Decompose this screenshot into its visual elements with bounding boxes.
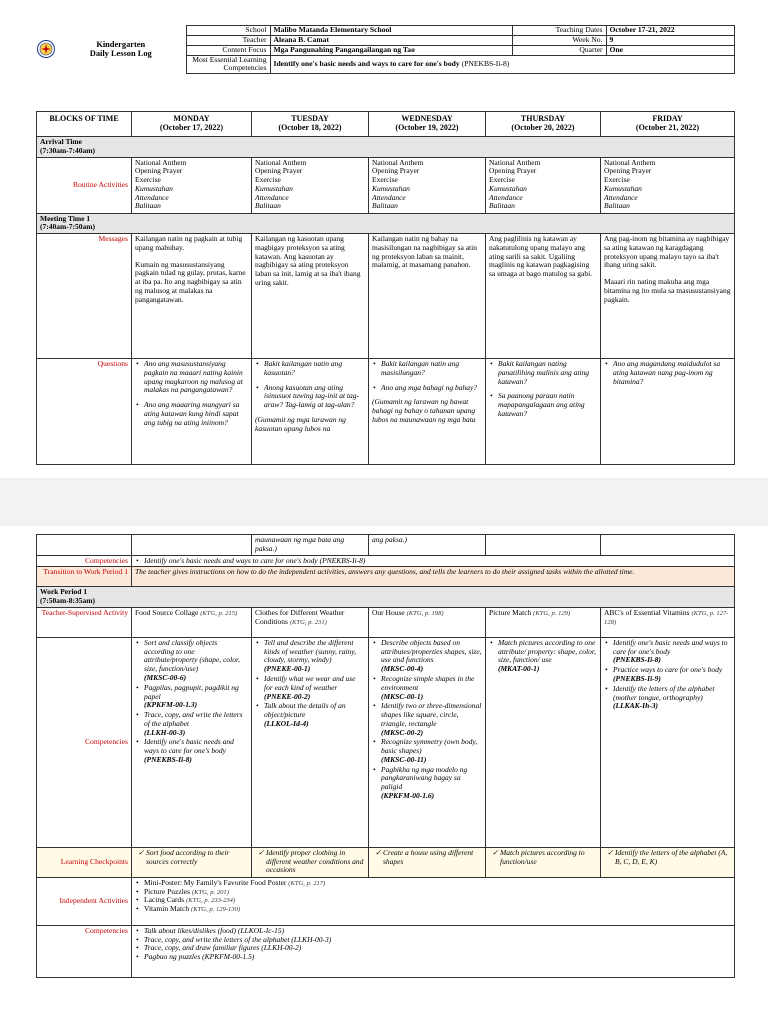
routine-cell [486,157,601,213]
competency-item [264,702,365,728]
checkpoint-item: ✓ Sort food according to their sources correctly [146,849,248,867]
routine-cell [252,157,369,213]
activity-cell [486,607,601,637]
routine-item: Opening Prayer [604,166,652,176]
independent-competency-item: • Pagbuo ng puzzles (KPKFM-00-1.5) [144,953,731,962]
header-table [36,25,735,74]
independent-competency-list [135,927,731,962]
question-item: • Bakit kailangan natin ang masisilungan? [381,360,482,378]
teacher-label: Teacher [186,36,270,46]
routine-item: Exercise [604,175,630,185]
independent-activities-row [37,877,735,925]
activity-ref: (KTG, p. 127-128) [604,609,729,626]
teaching-dates-label: Teaching Dates [512,26,606,36]
competency-item: • Identify one's basic needs and ways to care for one's body (PNEKBS-Ii-8) [144,557,731,566]
message-paragraph: Kailangan natin ng pagkain at tubig upang mabuhay. [135,234,243,252]
blocks-of-time-header: BLOCKS OF TIME [37,112,132,137]
routine-item: Balitaan [255,201,281,211]
activity-ref: (KTG, p. 215) [200,609,238,617]
competency-text: • Pagpilas, pagpupit, pagdikit ng papel [144,682,239,701]
competency-item [613,639,731,665]
independent-ref: (KTG, p. 129-130) [191,906,241,914]
competency-item [144,738,248,764]
independent-item [144,888,731,897]
competency-code: (MKAT-00-1) [498,664,540,674]
question-item: • Sa paanong paraan natin mapapangalagaan ang ating katawan? [498,392,597,418]
competency-item [381,675,482,701]
question-item: • Ano ang mga bahagi ng bahay? [381,384,482,393]
message-cell [369,234,486,359]
checkpoint-cell [132,847,252,877]
competency-code: (LLKH-00-3) [144,727,186,737]
continued-note-tuesday: maunawaan ng mga bata ang paksa.) [252,535,369,556]
checkpoint-cell [486,847,601,877]
checkpoint-list [135,849,248,867]
independent-title: Mini-Poster: My Family's Favorite Food Poster [144,877,287,887]
checkpoint-list [255,849,365,875]
question-list [135,360,248,427]
routine-item: Opening Prayer [372,166,420,176]
routine-item: Exercise [255,175,281,185]
activity-title: Our House [372,607,405,617]
independent-competencies-cell [132,925,735,977]
questions-cell [601,359,735,465]
school-value: Malibo Matanda Elementary School [270,26,512,36]
message-paragraph: Maaari rin nating makuha ang mga bitamina ng ito mula sa masusustansiyang pagkain. [604,277,731,304]
question-item: • Bakit kailangan natin ang kasuotan? [264,360,365,378]
competency-text: • Match pictures according to one attribute/ property: shape, color, size, function/ use [498,637,596,665]
activity-ref: (KTG, p. 231) [289,618,327,626]
checkpoint-cell [601,847,735,877]
competency-text: • Identify two or three-dimensional shapes like square, circle, triangle, rectangle [381,701,482,728]
routine-item: Kumustahan [489,183,527,193]
routine-item: Exercise [372,175,398,185]
competency-code: (LLKOL-Id-4) [264,718,309,728]
checkpoint-item: ✓ Identify the letters of the alphabet (A, B, C, D, E, K) [615,849,731,867]
competency-text: • Tell and describe the different kinds of weather (sunny, rainy, cloudy, stormy, windy) [264,637,357,665]
competency-text: • Describe objects based on attributes/properties shapes, size, use and functions [381,637,482,665]
message-cell [486,234,601,359]
competency-code: (LLKAK-Ih-3) [613,701,658,711]
message-paragraph: Kailangan ng kasuotan upang magbigay proteksyon sa ating katawan. Ang kasuotan ay nagbibigay sa ating proteksyon laban sa init, lamig at sa iba't ibang uring sakit. [255,234,361,287]
checkpoint-item: ✓ Match pictures according to function/use [500,849,597,867]
day-header-monday: MONDAY (October 17, 2022) [132,112,252,137]
melc-code: (PNEKBS-Ii-8) [461,58,510,68]
question-item: • Ano ang masusustansiyang pagkain na maaari nating kainin upang magkaroon ng malusog at malakas na pangangatawan? [144,360,248,395]
melc-value: Identify one's basic needs and ways to care for one's body [273,58,460,68]
routine-item: National Anthem [489,157,541,167]
transition-text: The teacher gives instructions on how to do the independent activities, answers any questions, and tells the learners to do their assigned tasks within the allotted time. [132,567,735,587]
independent-ref: (KTG, p. 217) [288,879,326,887]
independent-list [135,879,731,914]
schedule-table-1 [36,111,735,465]
competency-list [489,639,597,674]
questions-cell [252,359,369,465]
checkpoint-cell [252,847,369,877]
competency-text: • Identify what we wear and use for each kind of weather [264,674,356,692]
activity-cell [252,607,369,637]
competency-text: • Practice ways to care for one's body [613,665,723,675]
routine-item: Kumustahan [135,183,173,193]
competency-text: • Identify the letters of the alphabet (mother tongue, orthography) [613,683,715,702]
questions-cell [486,359,601,465]
questions-row [37,359,735,465]
competency-cell [132,637,252,847]
teacher-supervised-row [37,607,735,637]
competency-list [372,639,482,801]
competency-code: (MKSC-00-6) [144,673,187,682]
quarter-value: One [606,46,734,56]
content-focus-label: Content Focus [186,46,270,56]
checkpoint-item: ✓ Identify proper clothing in different weather conditions and occasions [266,849,365,875]
checkpoint-item: ✓ Create a house using different shapes [383,849,482,867]
arrival-time-row: Arrival Time (7:30am-7:40am) [37,137,735,158]
independent-competency-item: • Trace, copy, and draw familiar figures (LLKH-00-2) [144,944,731,953]
competencies-row [37,555,735,567]
schedule-table-2 [36,534,735,978]
routine-item: Balitaan [372,201,398,211]
competency-item [613,666,731,684]
competency-item [381,738,482,764]
independent-competencies-row [37,925,735,977]
routine-item: National Anthem [372,157,424,167]
competency-list [604,639,731,711]
competency-text: • Pagbikha ng mga modelo ng pangkaraniwang bagay sa paligid [381,764,468,792]
independent-title: Lacing Cards [144,895,185,905]
routine-item: Opening Prayer [135,166,183,176]
competency-item [498,639,597,674]
routine-row [37,157,735,213]
independent-item [144,896,731,905]
activity-cell [369,607,486,637]
page-1 [0,0,768,478]
teacher-value: Aleana B. Camat [270,36,512,46]
message-paragraph: Kumain ng masusustansiyang pagkain tulad ng gulay, prutas, karne at iba pa. Ito ang nagbibigay sa atin ng malusog at malakas na pangangatawan. [135,259,246,304]
routine-item: Balitaan [135,201,161,211]
week-label: Week No. [512,36,606,46]
competency-text: • Sort and classify objects according to one attribute/property (shape, color, size, function/use) [144,637,240,674]
questions-cell [369,359,486,465]
routine-item: Exercise [135,175,161,185]
day-header-thursday: THURSDAY (October 20, 2022) [486,112,601,137]
message-paragraph: Ang paglilinis ng katawan ay nakatutulong upang malayo ang ating sarili sa sakit. Ugaliing maglinis ng katawan pagkagising sa umaga at bago matulog sa gabi. [489,234,593,279]
independent-competency-item: • Trace, copy, and write the letters of the alphabet (LLKH-00-3) [144,936,731,945]
competency-cell [369,637,486,847]
doc-title-2: Daily Lesson Log [89,49,152,59]
competency-text: • Recognize symmetry (own body, basic shapes) [381,737,478,756]
routine-item: Attendance [255,192,289,202]
competency-cell [486,637,601,847]
work-period-row: Work Period 1 (7:50am-8:35am) [37,587,735,608]
continuation-row [37,535,735,556]
competency-item [144,684,248,710]
question-note: (Gumamit ng larawan ng bawat bahagi ng bahay o tahanan upang lubos na maunawaan ng mga bata [372,397,476,424]
competency-item [264,675,365,701]
page-2 [0,526,768,1024]
competency-code: (PNEKBS-Ii-8) [613,655,661,665]
competency-code: (PNEKE-00-2) [264,691,311,701]
activity-cell [132,607,252,637]
competency-item [381,766,482,801]
question-item: • Anong kasuotan ang ating isinusuot tuwing tag-init at tag-araw? Tag-lamig at tag-ulan? [264,384,365,410]
independent-ref: (KTG, p. 233-234) [186,897,236,905]
messages-label: Messages [37,234,132,359]
message-cell [252,234,369,359]
routine-cell [369,157,486,213]
competency-text: • Talk about the details of an object/picture [264,701,346,720]
learning-checkpoints-row [37,847,735,877]
question-list [372,360,482,392]
question-item: • Ano ang magandang maidudulot sa ating katawan nang pag-inom ng bitamina? [613,360,731,386]
message-cell [601,234,735,359]
seal-icon [37,40,55,58]
deped-seal [36,26,56,74]
competency-item [144,711,248,737]
activity-cell [601,607,735,637]
independent-item [144,905,731,914]
independent-activities-cell [132,877,735,925]
competency-item [381,702,482,737]
competency-list [135,639,248,765]
activity-competencies-label: Competencies [37,637,132,847]
school-label: School [186,26,270,36]
questions-label: Questions [37,359,132,465]
question-note: (Gumamit ng mga larawan ng kasuotan upang lubos na [255,414,346,433]
question-list [489,360,597,419]
competency-item [144,639,248,683]
routine-item: Attendance [604,192,638,202]
independent-ref: (KTG, p. 201) [191,888,229,896]
independent-item [144,879,731,888]
competency-item [613,685,731,711]
routine-item: Opening Prayer [489,166,537,176]
checkpoint-list [604,849,731,867]
message-paragraph: Ang pag-inom ng bitamina ay nagbibigay sa ating katawan ng karagdagang proteksyon upang malayo tayo sa iba't ibang uring sakit. [604,234,730,270]
checkpoint-list [372,849,482,867]
checkpoint-cell [369,847,486,877]
tsa-label: Teacher-Supervised Activity [37,607,132,637]
competency-item [264,639,365,674]
day-header-tuesday: TUESDAY (October 18, 2022) [252,112,369,137]
checkpoint-list [489,849,597,867]
competency-text: • Identify one's basic needs and ways to care for one's body [613,637,728,656]
routine-item: National Anthem [255,157,307,167]
quarter-label: Quarter [512,46,606,56]
competency-code: (MKSC-00-1) [381,691,424,701]
independent-title: Vitamin Match [144,904,190,914]
independent-activities-label: Independent Activities [37,877,132,925]
competency-cell [601,637,735,847]
transition-row [37,567,735,587]
message-cell [132,234,252,359]
routine-item: Kumustahan [255,183,293,193]
activity-competencies-row [37,637,735,847]
routine-item: Opening Prayer [255,166,303,176]
message-paragraph: Kailangan natin ng bahay na masisilungan na nagbibigay sa atin ng proteksyon laban sa mainit, malamig, at masamang panahon. [372,234,477,270]
competency-text: • Trace, copy, and write the letters of the alphabet [144,710,243,728]
routine-item: Attendance [372,192,406,202]
routine-item: Kumustahan [604,183,642,193]
day-header-friday: FRIDAY (October 21, 2022) [601,112,735,137]
doc-title-1: Kindergarten [96,39,146,49]
independent-title: Picture Puzzles [144,886,191,896]
meeting-time-row: Meeting Time 1 (7:40am-7:50am) [37,213,735,234]
activity-title: Food Source Collage [135,607,199,617]
competency-text: • Recognize simple shapes in the environment [381,674,475,692]
competency-code: (PNEKBS-Ii-9) [613,674,661,683]
messages-row [37,234,735,359]
question-item: • Bakit kailangan nating panatilihing malinis ang ating katawan? [498,360,597,386]
routine-item: Kumustahan [372,183,410,193]
routine-item: Balitaan [489,201,515,211]
competency-code: (PNEKE-00-1) [264,664,311,674]
transition-label: Transition to Work Period 1 [37,567,132,587]
question-list [255,360,365,410]
learning-checkpoints-label: Learning Checkpoints [37,847,132,877]
competency-code: (MKSC-00-4) [381,664,424,674]
competencies-label: Competencies [37,555,132,567]
routine-item: National Anthem [604,157,656,167]
competency-list [255,639,365,729]
routine-cell [132,157,252,213]
content-focus-value: Mga Pangunahing Pangangailangan ng Tao [270,46,512,56]
activity-title: Picture Match [489,607,532,617]
competency-text: • Identify one's basic needs and ways to care for one's body [144,737,234,756]
routine-cell [601,157,735,213]
routine-label: Routine Activities [37,157,132,213]
questions-cell [132,359,252,465]
competency-item [381,639,482,674]
continued-note-wednesday: ang paksa.) [369,535,486,556]
routine-item: Attendance [135,192,169,202]
competency-code: (MKSC-00-11) [381,754,427,764]
melc-label: Most Essential Learning Competencies [186,56,270,74]
routine-item: National Anthem [135,157,187,167]
activity-title: Clothes for Different Weather Conditions [255,607,345,626]
routine-item: Balitaan [604,201,630,211]
independent-competencies-label: Competencies [37,925,132,977]
day-header-wednesday: WEDNESDAY (October 19, 2022) [369,112,486,137]
competency-code: (KPKFM-00-1.6) [381,790,435,800]
independent-competency-item: • Talk about likes/dislikes (food) (LLKOL-Ic-15) [144,927,731,936]
activity-ref: (KTG, p. 198) [406,609,444,617]
routine-item: Attendance [489,192,523,202]
competency-code: (PNEKBS-Ii-8) [144,754,192,764]
competency-code: (MKSC-00-2) [381,727,424,737]
activity-ref: (KTG, p. 129) [533,609,571,617]
routine-item: Exercise [489,175,515,185]
activity-title: ABC's of Essential Vitamins [604,607,690,617]
competency-cell [252,637,369,847]
question-list [604,360,731,386]
question-item: • Ano ang maaaring mangyari sa ating katawan kung hindi sapat ang tubig na ating iniinom? [144,401,248,427]
week-value: 9 [606,36,734,46]
competency-code: (KPKFM-00-1.3) [144,700,198,710]
teaching-dates-value: October 17-21, 2022 [606,26,734,36]
